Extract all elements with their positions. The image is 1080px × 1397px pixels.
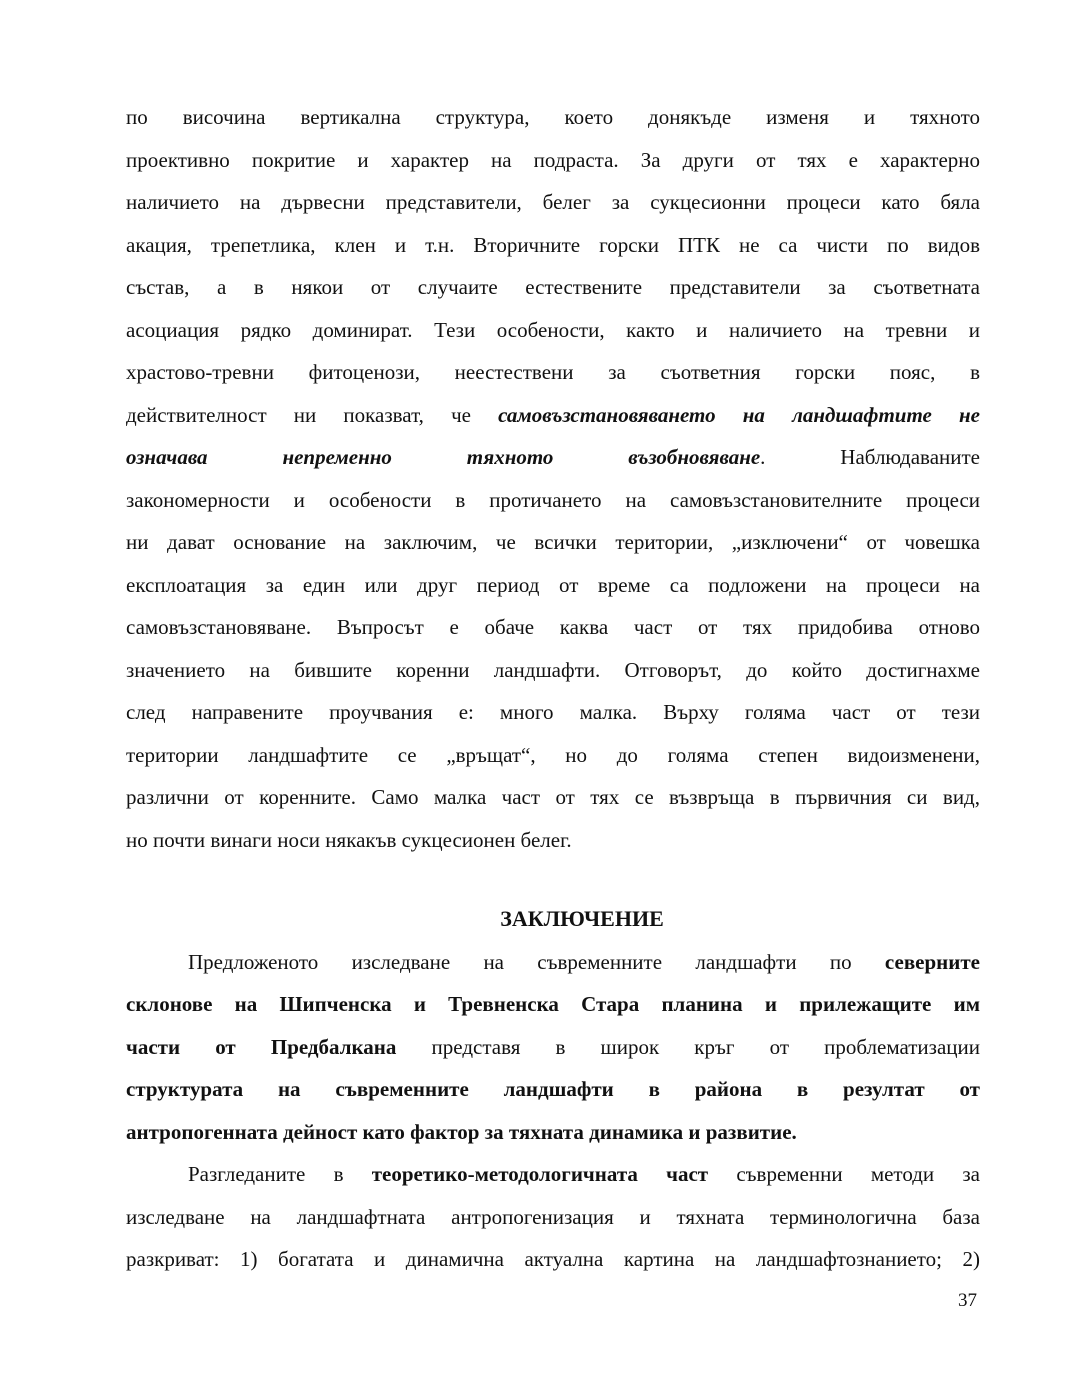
text-line: наличието на дървесни представители, белег за сукцесионни процеси като бяла	[126, 190, 980, 214]
text-line: самовъзстановяване. Въпросът е обаче каква част от тях придобива отново	[126, 615, 980, 639]
page-number: 37	[958, 1290, 977, 1311]
text-line: храстово-тревни фитоценози, неестествени за съответния горски пояс, в	[126, 360, 980, 384]
bold-text: антропогенната дейност като фактор за тяхната динамика и развитие.	[126, 1119, 797, 1144]
text-line: територии ландшафтите се „връщат“, но до голяма степен видоизменени,	[126, 742, 980, 767]
text-line: по височина вертикална структура, което донякъде изменя и тяхното	[126, 105, 980, 129]
text-line: асоциация рядко доминират. Тези особености, както и наличието на тревни и	[126, 317, 980, 342]
text-line: експлоатация за един или друг период от време са подложени на процеси на	[126, 572, 980, 597]
text-run: Предложеното изследване на съвременните ландшафти по	[188, 949, 885, 974]
text-line: различни от коренните. Само малка част от тях се възвръща в първичния си вид,	[126, 785, 980, 809]
bold-text: северните	[884, 949, 980, 974]
text-line: разкриват: 1) богатата и динамична актуална картина на ландшафтознанието; 2)	[126, 1247, 980, 1271]
text-line: състав, а в някои от случаите естествените представители за съответната	[126, 275, 980, 299]
bold-text: части от Предбалкана	[126, 1034, 397, 1059]
text-line	[126, 941, 980, 984]
text-line	[126, 436, 980, 479]
text-line	[126, 1026, 980, 1069]
text-run: действителност ни показват, че	[126, 402, 499, 427]
text-line: проективно покритие и характер на подраста. За други от тях е характерно	[126, 147, 980, 172]
emphasis-text: самовъзстановяването на ландшафтите не	[498, 402, 980, 427]
text-line	[126, 1111, 980, 1154]
text-line: значението на бившите коренни ландшафти. Отговорът, до който достигнахме	[126, 657, 980, 682]
text-line	[126, 394, 980, 437]
emphasis-text: означава непременно тяхното възобновяване	[126, 445, 761, 469]
text-line: изследване на ландшафтната антропогенизация и тяхната терминологична база	[126, 1204, 980, 1229]
bold-text: склонове на Шипченска и Тревненска Стара планина и прилежащите им	[126, 992, 980, 1016]
text-line	[126, 1068, 980, 1111]
text-line: след направените проучвания е: много малка. Върху голяма част от тези	[126, 700, 980, 724]
text-line	[126, 1153, 980, 1196]
text-run: съвременни методи за	[708, 1162, 980, 1186]
text-line	[126, 983, 980, 1026]
text-run: . Наблюдаваните	[760, 445, 980, 469]
bold-text: теоретико-методологичната част	[371, 1162, 709, 1186]
section-heading: ЗАКЛЮЧЕНИЕ	[500, 906, 664, 931]
text-line: акация, трепетлика, клен и т.н. Вторичните горски ПТК не са чисти по видов	[126, 232, 980, 257]
text-run: представя в широк кръг от проблематизации	[396, 1034, 980, 1059]
text-line: ни дават основание на заключим, че всички територии, „изключени“ от човешка	[126, 530, 980, 554]
text-run: Разгледаните в	[188, 1162, 372, 1186]
text-line: но почти винаги носи някакъв сукцесионен белег.	[126, 827, 572, 852]
bold-text: структурата на съвременните ландшафти в района в резултат от	[126, 1077, 980, 1101]
body-text	[126, 96, 980, 1281]
text-line: закономерности и особености в протичането на самовъзстановителните процеси	[126, 487, 980, 512]
